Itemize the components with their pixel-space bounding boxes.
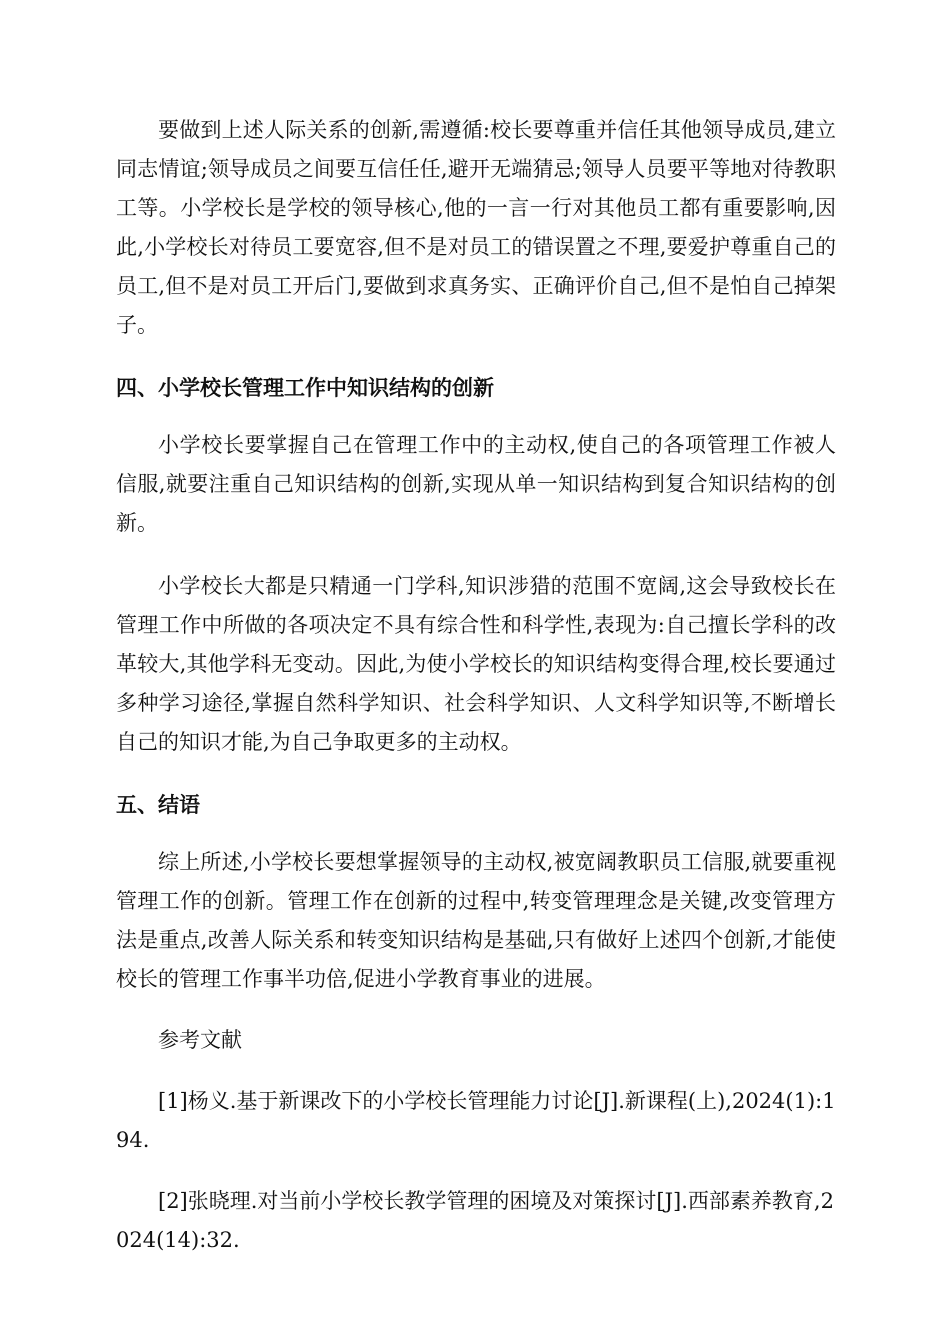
paragraph-knowledge-structure-intro: 小学校长要掌握自己在管理工作中的主动权,使自己的各项管理工作被人信服,就要注重自己知识结构的创新,实现从单一知识结构到复合知识结构的创新。 — [116, 433, 836, 535]
reference-item-2: [2]张晓理.对当前小学校长教学管理的困境及对策探讨[J].西部素养教育,2024(14):32. — [116, 1189, 834, 1252]
references-title: 参考文献 — [158, 1028, 242, 1052]
reference-item-1: [1]杨义.基于新课改下的小学校长管理能力讨论[J].新课程(上),2024(1):194. — [116, 1089, 836, 1152]
section-heading-conclusion: 五、结语 — [116, 793, 200, 817]
paragraph-interpersonal-innovation: 要做到上述人际关系的创新,需遵循:校长要尊重并信任其他领导成员,建立同志情谊;领导成员之间要互信任任,避开无端猜忌;领导人员要平等地对待教职工等。小学校长是学校的领导核心,他的一言一行对其他员工都有重要影响,因此,小学校长对待员工要宽容,但不是对员工的错误置之不理,要爱护尊重自己的员工,但不是对员工开后门,要做到求真务实、正确评价自己,但不是怕自己掉架子。 — [116, 118, 836, 337]
document-body — [116, 111, 836, 1260]
paragraph-knowledge-structure-detail: 小学校长大都是只精通一门学科,知识涉猎的范围不宽阔,这会导致校长在管理工作中所做的各项决定不具有综合性和科学性,表现为:自己擅长学科的改革较大,其他学科无变动。因此,为使小学校长的知识结构变得合理,校长要通过多种学习途径,掌握自然科学知识、社会科学知识、人文科学知识等,不断增长自己的知识才能,为自己争取更多的主动权。 — [116, 574, 836, 754]
paragraph-conclusion: 综上所述,小学校长要想掌握领导的主动权,被宽阔教职员工信服,就要重视管理工作的创新。管理工作在创新的过程中,转变管理理念是关键,改变管理方法是重点,改善人际关系和转变知识结构是基础,只有做好上述四个创新,才能使校长的管理工作事半功倍,促进小学教育事业的进展。 — [116, 850, 836, 991]
section-heading-knowledge-structure: 四、小学校长管理工作中知识结构的创新 — [116, 376, 494, 400]
